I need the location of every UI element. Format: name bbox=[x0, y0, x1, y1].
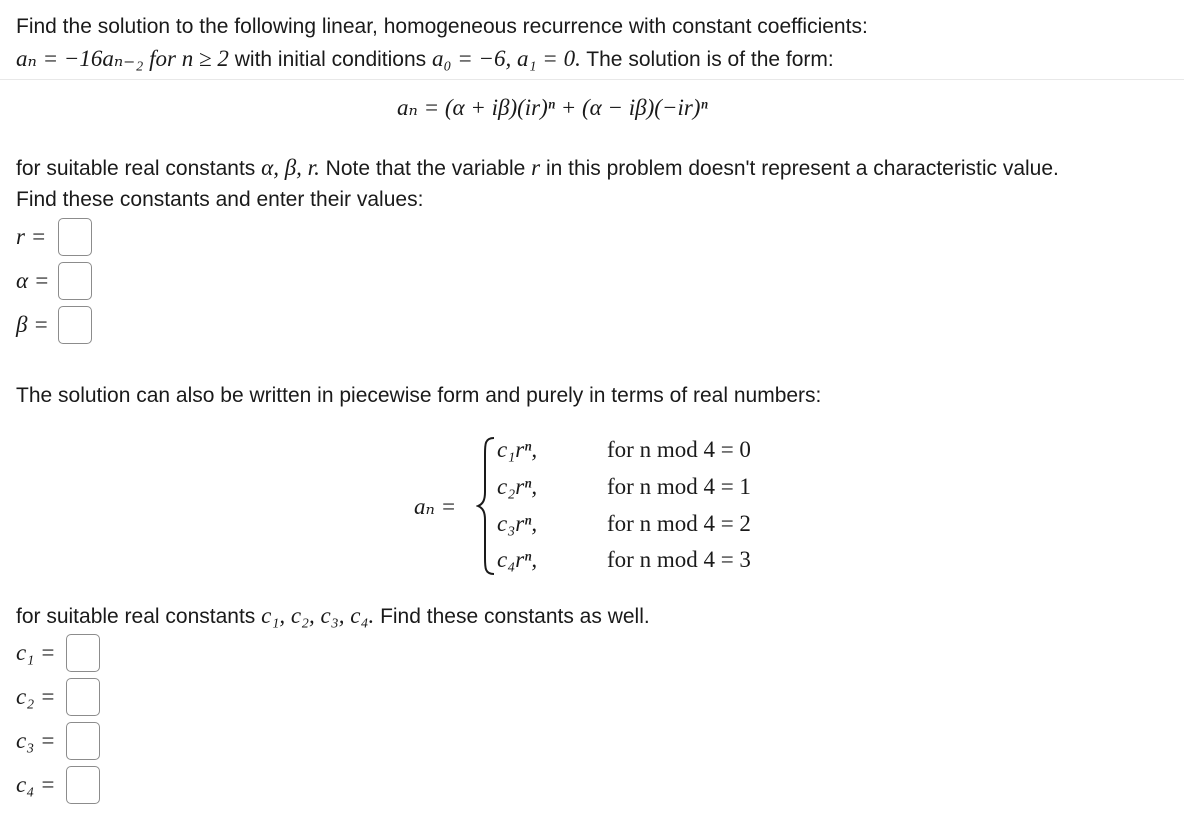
r-variable: r bbox=[531, 155, 541, 180]
piecewise-case-3-expr: c₃rⁿ, bbox=[497, 511, 538, 536]
piecewise-case-4-cond: for n mod 4 = 3 bbox=[607, 547, 751, 572]
solution-form-formula: aₙ = (α + iβ)(ir)ⁿ + (α − iβ)(−ir)ⁿ bbox=[397, 95, 708, 120]
recurrence-condition: for n ≥ 2 bbox=[149, 46, 229, 71]
initial-conditions-label: with initial conditions bbox=[234, 48, 427, 71]
answer-row-alpha bbox=[16, 262, 92, 300]
divider bbox=[0, 79, 1184, 80]
problem-line-2 bbox=[16, 44, 834, 75]
answer-input-c1[interactable] bbox=[66, 634, 100, 672]
piecewise-brace bbox=[476, 436, 498, 576]
answer-row-r bbox=[16, 218, 92, 256]
answer-input-beta[interactable] bbox=[58, 306, 92, 344]
answer-label-alpha: α = bbox=[16, 268, 50, 293]
constants-description: for suitable real constants α, β, r. Note that the variable r in this problem doesn't represent a characteristic value. bbox=[16, 155, 1059, 180]
find-constants-text: Find these constants and enter their values: bbox=[16, 188, 424, 211]
piecewise-case-2-cond: for n mod 4 = 1 bbox=[607, 474, 751, 499]
answer-row-c2 bbox=[16, 678, 100, 716]
answer-input-r[interactable] bbox=[58, 218, 92, 256]
piecewise-intro: The solution can also be written in piecewise form and purely in terms of real numbers: bbox=[16, 384, 822, 407]
answer-label-c3: c₃ = bbox=[16, 728, 56, 753]
piecewise-case-1-expr: c₁rⁿ, bbox=[497, 437, 538, 462]
initial-conditions: a₀ = −6, a₁ = 0. bbox=[432, 46, 581, 71]
piecewise-case-2-expr: c₂rⁿ, bbox=[497, 474, 538, 499]
piecewise-case-1-cond: for n mod 4 = 0 bbox=[607, 437, 751, 462]
answer-row-c1 bbox=[16, 634, 100, 672]
answer-label-c2: c₂ = bbox=[16, 684, 56, 709]
answer-row-c3 bbox=[16, 722, 100, 760]
problem-intro-text: Find the solution to the following linear, homogeneous recurrence with constant coefficients: bbox=[16, 15, 868, 38]
answer-label-c4: c₄ = bbox=[16, 772, 56, 797]
answer-input-c4[interactable] bbox=[66, 766, 100, 804]
piecewise-case-4-expr: c₄rⁿ, bbox=[497, 547, 538, 572]
piecewise-lhs: aₙ = bbox=[414, 494, 457, 519]
answer-row-c4 bbox=[16, 766, 100, 804]
problem-line-1 bbox=[16, 12, 868, 42]
piecewise-constants-description: for suitable real constants c₁, c₂, c₃, c₄. Find these constants as well. bbox=[16, 603, 650, 628]
answer-input-alpha[interactable] bbox=[58, 262, 92, 300]
piecewise-constants-list: c₁, c₂, c₃, c₄. bbox=[261, 603, 375, 628]
recurrence-formula: aₙ = −16aₙ₋₂ bbox=[16, 46, 144, 71]
answer-label-r: r = bbox=[16, 224, 47, 249]
answer-label-beta: β = bbox=[16, 312, 49, 337]
answer-input-c2[interactable] bbox=[66, 678, 100, 716]
form-intro-text: The solution is of the form: bbox=[586, 48, 834, 71]
answer-input-c3[interactable] bbox=[66, 722, 100, 760]
constants-list: α, β, r. bbox=[261, 155, 320, 180]
answer-label-c1: c₁ = bbox=[16, 640, 56, 665]
answer-row-beta bbox=[16, 306, 92, 344]
piecewise-case-3-cond: for n mod 4 = 2 bbox=[607, 511, 751, 536]
